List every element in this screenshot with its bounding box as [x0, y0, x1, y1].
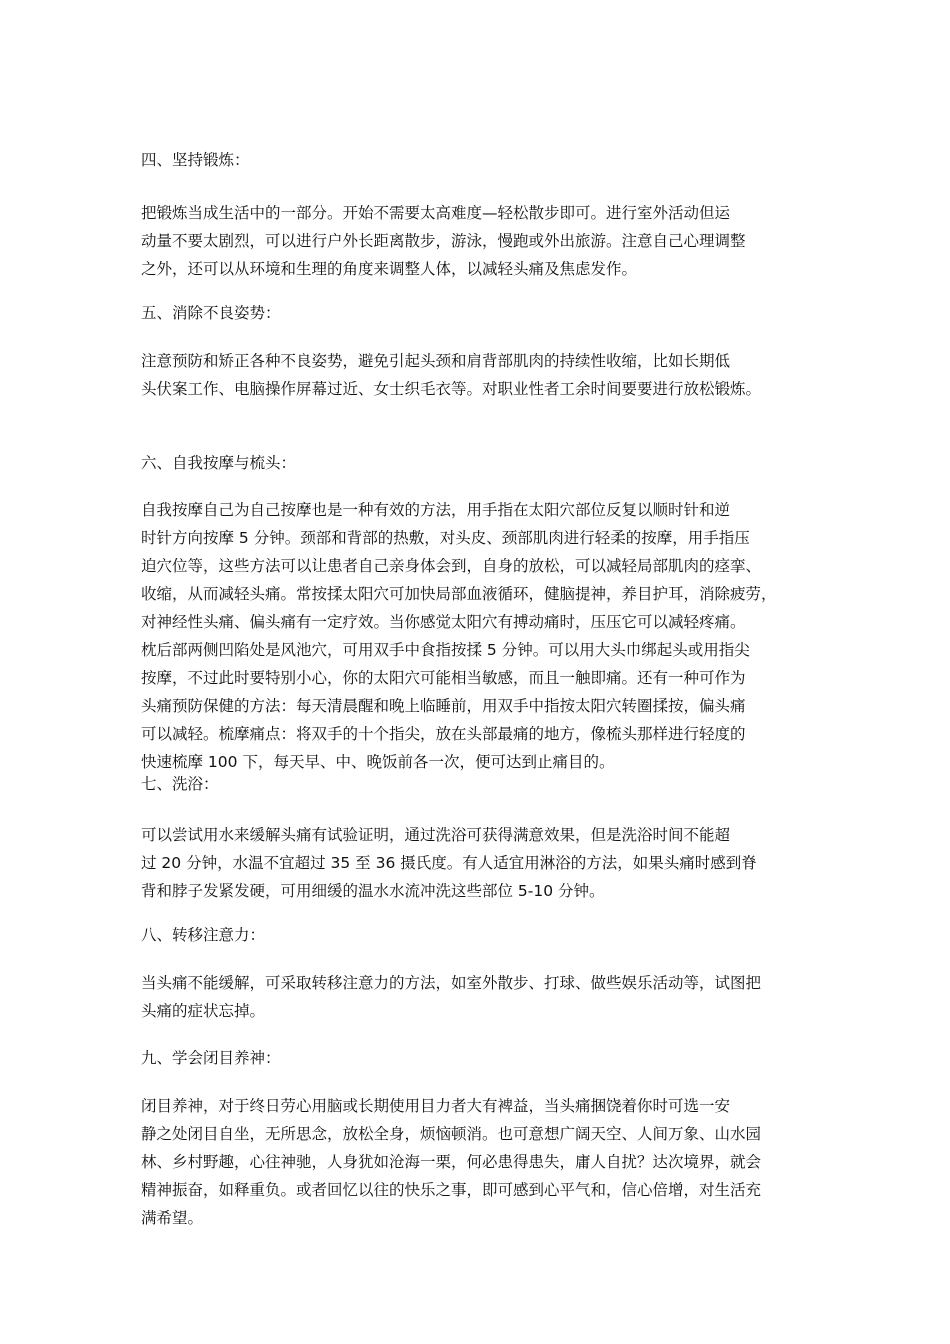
paragraph-line: 精神振奋，如释重负。或者回忆以往的快乐之事，即可感到心平气和，信心倍增，对生活充	[141, 1181, 762, 1199]
paragraph-line: 可以减轻。梳摩痛点：将双手的十个指尖，放在头部最痛的地方，像梳头那样进行轻度的	[141, 725, 746, 743]
section-heading-5: 五、消除不良姿势：	[141, 304, 281, 322]
paragraph-line: 满希望。	[141, 1209, 204, 1227]
paragraph-line: 背和脖子发紧发硬，可用细缓的温水水流冲洗这些部位 5-10 分钟。	[141, 882, 605, 900]
paragraph-line: 时针方向按摩 5 分钟。颈部和背部的热敷，对头皮、颈部肌肉进行轻柔的按摩，用手指压	[141, 529, 750, 547]
section-paragraph-8	[141, 969, 831, 1025]
paragraph-line: 迫穴位等，这些方法可以让患者自己亲身体会到，自身的放松，可以减轻局部肌肉的痉挛、	[141, 557, 762, 575]
paragraph-line: 之外，还可以从环境和生理的角度来调整人体，以减轻头痛及焦虑发作。	[141, 260, 638, 278]
paragraph-line: 林、乡村野趣，心往神驰，人身犹如沧海一栗，何必患得患失，庸人自扰？达次境界，就会	[141, 1153, 762, 1171]
section-heading-7: 七、洗浴：	[141, 775, 219, 793]
paragraph-line: 对神经性头痛、偏头痛有一定疗效。当你感觉太阳穴有搏动痛时，压压它可以减轻疼痛。	[141, 613, 746, 631]
paragraph-line: 把锻炼当成生活中的一部分。开始不需要太高难度—轻松散步即可。进行室外活动但运	[141, 204, 731, 222]
section-paragraph-4	[141, 199, 831, 283]
paragraph-line: 收缩，从而减轻头痛。常按揉太阳穴可加快局部血液循环，健脑提神，养目护耳，消除疲劳，	[141, 585, 777, 603]
paragraph-line: 当头痛不能缓解，可采取转移注意力的方法，如室外散步、打球、做些娱乐活动等，试图把	[141, 974, 762, 992]
paragraph-line: 过 20 分钟，水温不宜超过 35 至 36 摄氏度。有人适宜用淋浴的方法，如果头痛时感到脊	[141, 854, 757, 872]
section-heading-9: 九、学会闭目养神：	[141, 1049, 281, 1067]
section-heading-8: 八、转移注意力：	[141, 926, 266, 944]
paragraph-line: 自我按摩自己为自己按摩也是一种有效的方法，用手指在太阳穴部位反复以顺时针和逆	[141, 501, 731, 519]
section-paragraph-9	[141, 1092, 831, 1232]
paragraph-line: 注意预防和矫正各种不良姿势，避免引起头颈和肩背部肌肉的持续性收缩，比如长期低	[141, 352, 731, 370]
section-heading-6: 六、自我按摩与梳头：	[141, 454, 297, 472]
paragraph-line: 静之处闭目自坐，无所思念，放松全身，烦恼顿消。也可意想广阔天空、人间万象、山水园	[141, 1125, 762, 1143]
paragraph-line: 头痛预防保健的方法：每天清晨醒和晚上临睡前，用双手中指按太阳穴转圈揉按，偏头痛	[141, 697, 746, 715]
paragraph-line: 头伏案工作、电脑操作屏幕过近、女士织毛衣等。对职业性者工余时间要要进行放松锻炼。	[141, 380, 762, 398]
paragraph-line: 动量不要太剧烈，可以进行户外长距离散步，游泳，慢跑或外出旅游。注意自己心理调整	[141, 232, 746, 250]
paragraph-line: 按摩，不过此时要特别小心，你的太阳穴可能相当敏感，而且一触即痛。还有一种可作为	[141, 669, 746, 687]
paragraph-line: 闭目养神，对于终日劳心用脑或长期使用目力者大有裨益，当头痛捆饶着你时可选一安	[141, 1097, 731, 1115]
paragraph-line: 可以尝试用水来缓解头痛有试验证明，通过洗浴可获得满意效果，但是洗浴时间不能超	[141, 826, 731, 844]
section-paragraph-5	[141, 347, 831, 403]
section-heading-4: 四、坚持锻炼：	[141, 151, 250, 169]
paragraph-line: 快速梳摩 100 下，每天早、中、晚饭前各一次，便可达到止痛目的。	[141, 753, 615, 771]
paragraph-line: 枕后部两侧凹陷处是风池穴，可用双手中食指按揉 5 分钟。可以用大头巾绑起头或用指尖	[141, 641, 750, 659]
paragraph-line: 头痛的症状忘掉。	[141, 1002, 266, 1020]
section-paragraph-7	[141, 821, 831, 905]
section-paragraph-6	[141, 496, 831, 776]
